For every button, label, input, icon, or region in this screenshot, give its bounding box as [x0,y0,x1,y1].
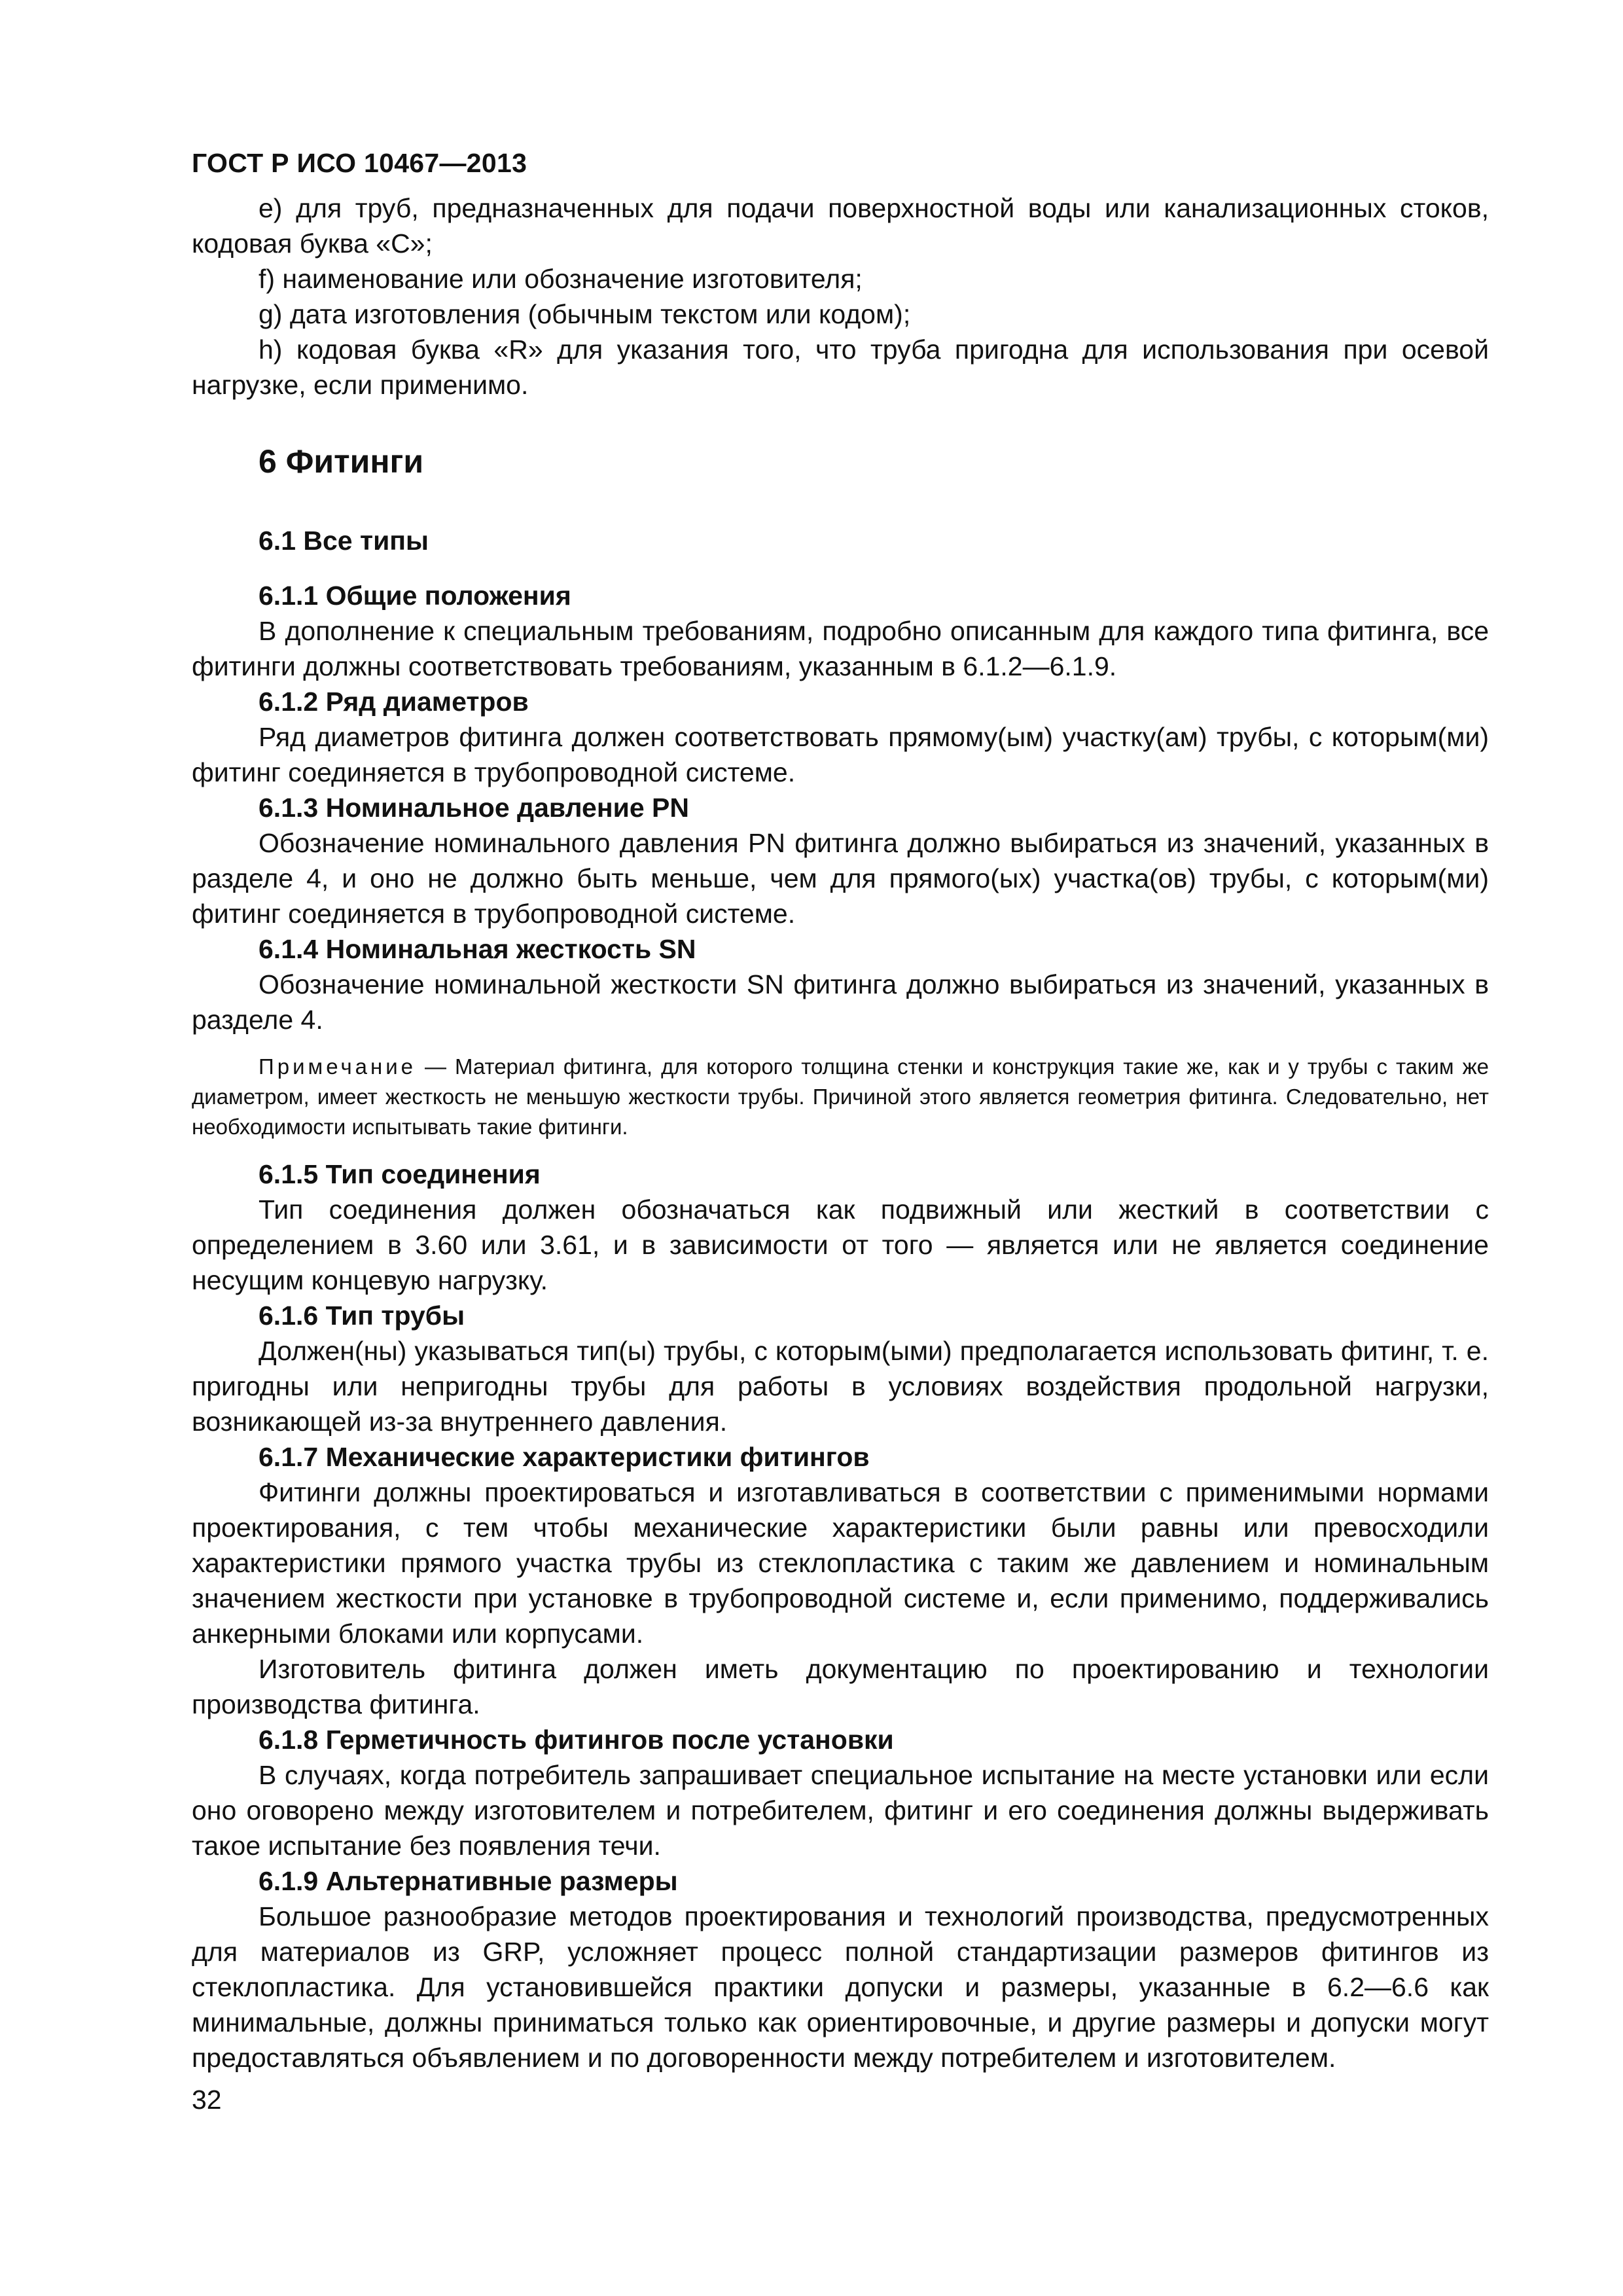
clause-6-1-8-body: В случаях, когда потребитель запрашивает специальное испытание на месте установки или если оно оговорено между изготовителем и потребителем, фитинг и его соединения должны выдерживать такое испытание без появления течи. [192,1760,1489,1861]
clause-6-1-7-title: 6.1.7 Механические характеристики фитингов [259,1442,870,1472]
clause-6-1-8-title: 6.1.8 Герметичность фитингов после установки [259,1725,894,1755]
clause-6-1-6-body: Должен(ны) указываться тип(ы) трубы, с которым(ыми) предполагается использовать фитинг, т. е. пригодны или непригодны трубы для работы в условиях воздействия продольной нагрузки, возникающей из-за внутреннего давления. [192,1336,1489,1437]
clause-6-1-4-body: Обозначение номинальной жесткости SN фитинга должно выбираться из значений, указанных в разделе 4. [192,969,1489,1035]
note-block [192,1052,1489,1142]
clause-6-1-4-title: 6.1.4 Номинальная жесткость SN [259,934,696,964]
document-header-code: ГОСТ Р ИСО 10467—2013 [192,148,527,178]
clause-6-1-1-title: 6.1.1 Общие положения [259,581,571,611]
note-label: Примечание [259,1054,417,1079]
clause-6-1-7-body: Фитинги должны проектироваться и изготавливаться в соответствии с применимыми нормами проектирования, с тем чтобы механические характеристики были равны или превосходили характеристики прямого участка трубы из стеклопластика с таким же давлением и номинальным значением жесткости при установке в трубопроводной системе и, если применимо, поддерживались анкерными блоками или корпусами. [192,1477,1489,1649]
list-item-h: h) кодовая буква «R» для указания того, что труба пригодна для использования при осевой нагрузке, если применимо. [192,334,1489,400]
clause-6-1-5-body: Тип соединения должен обозначаться как подвижный или жесткий в соответствии с определением в 3.60 или 3.61, и в зависимости от того — является или не является соединение несущим концевую нагрузку. [192,1194,1489,1295]
clause-6-1-7-body-2: Изготовитель фитинга должен иметь документацию по проектированию и технологии производства фитинга. [192,1654,1489,1719]
subsection-title: 6.1 Все типы [259,526,429,556]
list-item-f: f) наименование или обозначение изготовителя; [259,264,863,294]
list-item-e: е) для труб, предназначенных для подачи поверхностной воды или канализационных стоков, кодовая буква «С»; [192,193,1489,259]
clause-6-1-3-body: Обозначение номинального давления PN фитинга должно выбираться из значений, указанных в разделе 4, и оно не должно быть меньше, чем для прямого(ых) участка(ов) трубы, с которым(ми) фитинг соединяется в трубопроводной системе. [192,828,1489,929]
note-text: — Материал фитинга, для которого толщина стенки и конструкция такие же, как и у трубы с таким же диаметром, имеет жесткость не меньшую жесткости трубы. Причиной этого является геометрия фитинга. Следовательно, нет необходимости испытывать такие фитинги. [192,1054,1489,1139]
clause-6-1-1-body: В дополнение к специальным требованиям, подробно описанным для каждого типа фитинга, все фитинги должны соответствовать требованиям, указанным в 6.1.2—6.1.9. [192,616,1489,681]
clause-6-1-5-title: 6.1.5 Тип соединения [259,1159,541,1189]
section-title: 6 Фитинги [259,443,424,480]
clause-6-1-3-title: 6.1.3 Номинальное давление PN [259,793,689,823]
page-number: 32 [192,2085,222,2115]
clause-6-1-2-body: Ряд диаметров фитинга должен соответствовать прямому(ым) участку(ам) трубы, с которым(ми) фитинг соединяется в трубопроводной системе. [192,722,1489,787]
clause-6-1-2-title: 6.1.2 Ряд диаметров [259,687,529,717]
clause-6-1-9-body: Большое разнообразие методов проектирования и технологий производства, предусмотренных для материалов из GRP, усложняет процесс полной стандартизации размеров фитингов из стеклопластика. Для установившейся практики допуски и размеры, указанные в 6.2—6.6 как минимальные, должны приниматься только как ориентировочные, и другие размеры и допуски могут предоставляться объявлением и по договоренности между потребителем и изготовителем. [192,1901,1489,2073]
clause-6-1-9-title: 6.1.9 Альтернативные размеры [259,1866,678,1896]
clause-6-1-6-title: 6.1.6 Тип трубы [259,1300,465,1331]
list-item-g: g) дата изготовления (обычным текстом или кодом); [259,299,911,329]
document-page [192,147,1489,2117]
